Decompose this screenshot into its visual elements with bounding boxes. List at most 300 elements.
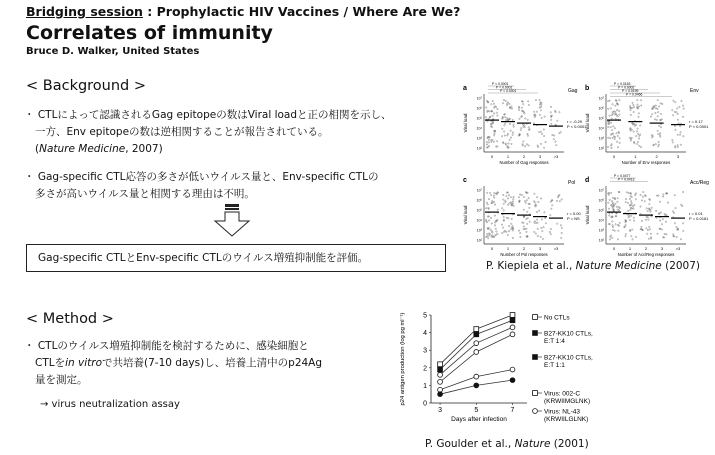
session-line: [26, 4, 460, 19]
scatter-point: [491, 141, 492, 142]
data-marker: [438, 392, 443, 397]
citation-year: , 2007): [125, 143, 163, 155]
legend-label: No CTLs: [544, 314, 570, 322]
scatter-point: [542, 238, 543, 239]
scatter-point: [657, 99, 658, 100]
scatter-point: [485, 208, 486, 209]
y-tick-label: 10⁶: [598, 106, 604, 111]
scatter-point: [495, 106, 496, 107]
bullet-text: ・ CTLのウイルス増殖抑制能を検討するために、感染細胞と: [24, 340, 309, 352]
scatter-point: [633, 220, 634, 221]
scatter-point: [487, 192, 488, 193]
scatter-point: [488, 207, 489, 208]
scatter-point: [522, 124, 523, 125]
scatter-point: [533, 123, 534, 124]
scatter-point: [518, 197, 519, 198]
scatter-point: [657, 112, 658, 113]
x-axis-label: Days after infection: [451, 416, 507, 423]
scatter-point: [648, 238, 649, 239]
scatter-point: [533, 111, 534, 112]
scatter-point: [617, 209, 618, 210]
scatter-point: [611, 118, 612, 119]
scatter-point: [683, 108, 684, 109]
panel-letter: b: [585, 85, 590, 92]
scatter-point: [619, 207, 620, 208]
scatter-point: [520, 232, 521, 233]
scatter-point: [486, 202, 487, 203]
scatter-point: [509, 123, 510, 124]
scatter-point: [633, 206, 634, 207]
scatter-point: [494, 215, 495, 216]
scatter-point: [552, 205, 553, 206]
scatter-point: [505, 123, 506, 124]
scatter-point: [660, 124, 661, 125]
scatter-point: [607, 100, 608, 101]
scatter-point: [609, 199, 610, 200]
data-marker: [510, 367, 515, 372]
p24-line-chart: [395, 305, 620, 435]
scatter-point: [503, 99, 504, 100]
scatter-point: [523, 141, 524, 142]
scatter-point: [619, 99, 620, 100]
data-marker: [474, 341, 479, 346]
scatter-point: [633, 106, 634, 107]
scatter-point: [493, 113, 494, 114]
method-bullet-1: [24, 338, 322, 389]
scatter-point: [518, 230, 519, 231]
scatter-point: [489, 145, 490, 146]
scatter-point: [524, 146, 525, 147]
scatter-point: [554, 110, 555, 111]
viral-load-scatter-panels: [460, 80, 709, 257]
scatter-point: [559, 201, 560, 202]
scatter-point: [611, 216, 612, 217]
text-pre: CTLを: [35, 357, 66, 369]
scatter-point: [538, 201, 539, 202]
scatter-point: [490, 217, 491, 218]
scatter-point: [489, 116, 490, 117]
scatter-x-label: Number of Pol responses: [500, 252, 548, 257]
scatter-point: [560, 132, 561, 133]
correlation-r: r = 0.01: [689, 211, 703, 216]
scatter-point: [610, 192, 611, 193]
scatter-point: [617, 116, 618, 117]
scatter-point: [640, 100, 641, 101]
legend-label-2: (KRWIIMGLNK): [544, 398, 591, 405]
scatter-point: [528, 203, 529, 204]
scatter-point: [525, 202, 526, 203]
bullet-text: [24, 355, 322, 372]
scatter-point: [609, 115, 610, 116]
scatter-point: [629, 220, 630, 221]
scatter-point: [541, 117, 542, 118]
scatter-point: [674, 125, 675, 126]
scatter-point: [609, 100, 610, 101]
scatter-point: [646, 228, 647, 229]
reference-goulder: [425, 438, 589, 450]
scatter-point: [615, 105, 616, 106]
scatter-point: [610, 235, 611, 236]
scatter-point: [557, 197, 558, 198]
scatter-point: [631, 205, 632, 206]
scatter-point: [611, 144, 612, 145]
y-tick-label: 10⁴: [598, 126, 604, 131]
scatter-point: [506, 105, 507, 106]
scatter-point: [619, 142, 620, 143]
scatter-point: [493, 141, 494, 142]
scatter-point: [674, 195, 675, 196]
scatter-point: [497, 108, 498, 109]
scatter-point: [635, 193, 636, 194]
scatter-point: [632, 229, 633, 230]
scatter-point: [527, 133, 528, 134]
scatter-point: [635, 236, 636, 237]
scatter-point: [630, 140, 631, 141]
scatter-point: [520, 236, 521, 237]
scatter-point: [639, 145, 640, 146]
scatter-point: [615, 203, 616, 204]
y-tick-label: 10⁷: [598, 188, 604, 193]
scatter-point: [529, 207, 530, 208]
scatter-point: [549, 231, 550, 232]
scatter-point: [486, 141, 487, 142]
scatter-point: [682, 105, 683, 106]
panel-letter: a: [463, 85, 467, 92]
y-tick-label: 3: [423, 347, 427, 355]
scatter-point: [494, 204, 495, 205]
scatter-point: [512, 134, 513, 135]
x-tick-label: 7: [510, 407, 515, 414]
scatter-point: [512, 230, 513, 231]
scatter-point: [631, 236, 632, 237]
x-tick-label: 2: [522, 154, 526, 159]
y-tick-label: 0: [423, 400, 427, 408]
scatter-point: [607, 146, 608, 147]
scatter-point: [544, 116, 545, 117]
correlation-p: P < 0.0001: [567, 124, 587, 129]
scatter-point: [497, 115, 498, 116]
legend-label: Virus: 002-C: [544, 390, 581, 398]
scatter-point: [550, 228, 551, 229]
scatter-point: [659, 201, 660, 202]
scatter-point: [502, 103, 503, 104]
scatter-point: [645, 219, 646, 220]
scatter-point: [638, 116, 639, 117]
y-tick-label: 10²: [476, 146, 482, 151]
scatter-point: [630, 114, 631, 115]
scatter-point: [511, 218, 512, 219]
x-tick-label: 3: [660, 246, 664, 251]
scatter-point: [503, 210, 504, 211]
scatter-point: [658, 146, 659, 147]
scatter-point: [682, 116, 683, 117]
conclusion-box: Gag-specific CTLとEnv-specific CTLのウイルス増殖抑制能を評価。: [26, 244, 446, 272]
scatter-point: [502, 227, 503, 228]
data-marker: [510, 318, 515, 323]
scatter-point: [633, 104, 634, 105]
bullet-text: ・ CTLによって認識されるGag epitopeの数はViral loadと正の相関を示し、: [24, 109, 392, 121]
scatter-point: [630, 109, 631, 110]
scatter-point: [523, 209, 524, 210]
scatter-point: [488, 111, 489, 112]
scatter-point: [496, 141, 497, 142]
scatter-point: [507, 135, 508, 136]
scatter-point: [557, 223, 558, 224]
scatter-point: [543, 135, 544, 136]
scatter-point: [658, 133, 659, 134]
scatter-point: [627, 210, 628, 211]
ref-authors: P. Goulder et al.,: [425, 438, 512, 450]
x-tick-label: >3: [675, 246, 681, 251]
data-marker: [533, 409, 538, 414]
scatter-point: [667, 202, 668, 203]
scatter-point: [492, 123, 493, 124]
data-marker: [533, 355, 538, 360]
y-tick-label: 10⁷: [476, 188, 482, 193]
scatter-point: [610, 122, 611, 123]
scatter-point: [524, 127, 525, 128]
scatter-point: [542, 230, 543, 231]
scatter-point: [488, 142, 489, 143]
scatter-point: [544, 212, 545, 213]
scatter-point: [609, 239, 610, 240]
ref-journal: Nature Medicine: [575, 260, 662, 272]
scatter-point: [556, 145, 557, 146]
scatter-point: [681, 204, 682, 205]
correlation-r: r = 0.00: [567, 211, 581, 216]
scatter-point: [616, 206, 617, 207]
scatter-point: [658, 125, 659, 126]
correlation-r: r = 0.17: [689, 119, 703, 124]
scatter-point: [537, 222, 538, 223]
scatter-point: [534, 231, 535, 232]
comparison-p: P = 0.0001: [496, 85, 513, 90]
scatter-point: [618, 230, 619, 231]
y-tick-label: 10⁵: [476, 116, 482, 121]
scatter-point: [656, 119, 657, 120]
scatter-point: [512, 203, 513, 204]
scatter-point: [518, 109, 519, 110]
scatter-point: [561, 232, 562, 233]
scatter-point: [618, 110, 619, 111]
y-tick-label: 10³: [598, 136, 604, 141]
scatter-point: [541, 219, 542, 220]
scatter-point: [487, 216, 488, 217]
scatter-point: [540, 106, 541, 107]
scatter-point: [636, 131, 637, 132]
scatter-point: [504, 125, 505, 126]
y-tick-label: 1: [423, 382, 427, 390]
scatter-point: [617, 147, 618, 148]
ref-year: (2001): [553, 438, 589, 450]
scatter-point: [513, 124, 514, 125]
scatter-point: [524, 200, 525, 201]
scatter-point: [561, 237, 562, 238]
scatter-point: [559, 133, 560, 134]
data-marker: [533, 331, 538, 336]
scatter-point: [554, 135, 555, 136]
scatter-point: [625, 201, 626, 202]
session-label: Bridging session: [26, 4, 143, 19]
scatter-point: [511, 108, 512, 109]
x-tick-label: 2: [655, 154, 658, 159]
scatter-point: [496, 234, 497, 235]
scatter-point: [611, 147, 612, 148]
scatter-point: [508, 225, 509, 226]
scatter-point: [672, 211, 673, 212]
scatter-point: [644, 201, 645, 202]
scatter-point: [659, 220, 660, 221]
scatter-point: [625, 233, 626, 234]
scatter-point: [662, 196, 663, 197]
scatter-point: [496, 112, 497, 113]
scatter-point: [507, 133, 508, 134]
scatter-point: [523, 196, 524, 197]
scatter-point: [682, 223, 683, 224]
x-tick-label: 1: [628, 246, 632, 251]
comparison-p: P = 0.0002: [618, 85, 635, 90]
x-tick-label: >3: [553, 154, 559, 159]
scatter-point: [641, 200, 642, 201]
scatter-point: [527, 223, 528, 224]
scatter-point: [679, 125, 680, 126]
scatter-point: [630, 138, 631, 139]
scatter-point: [664, 213, 665, 214]
scatter-point: [658, 141, 659, 142]
scatter-point: [628, 192, 629, 193]
scatter-point: [495, 222, 496, 223]
x-tick-label: 0: [612, 154, 616, 159]
scatter-point: [662, 218, 663, 219]
method-arrow-note: → virus neutralization assay: [40, 399, 180, 410]
correlation-p: P < 0.0001: [689, 124, 709, 129]
scatter-point: [683, 136, 684, 137]
scatter-point: [609, 138, 610, 139]
scatter-point: [492, 232, 493, 233]
scatter-point: [521, 107, 522, 108]
scatter-point: [672, 110, 673, 111]
scatter-point: [507, 103, 508, 104]
scatter-point: [508, 143, 509, 144]
scatter-point: [550, 214, 551, 215]
legend-label-2: E:T 1:1: [544, 362, 565, 369]
scatter-point: [505, 119, 506, 120]
scatter-point: [485, 219, 486, 220]
x-tick-label: 1: [506, 154, 510, 159]
scatter-point: [634, 194, 635, 195]
correlation-p: P = 0.0161: [689, 216, 709, 221]
scatter-point: [551, 119, 552, 120]
scatter-point: [619, 138, 620, 139]
data-marker: [474, 383, 479, 388]
scatter-point: [630, 209, 631, 210]
scatter-point: [614, 230, 615, 231]
scatter-point: [676, 236, 677, 237]
scatter-point: [545, 141, 546, 142]
scatter-point: [505, 117, 506, 118]
data-marker: [510, 332, 515, 337]
scatter-point: [507, 117, 508, 118]
text-post: で共培養(7-10 days)し、培養上清中のp24Ag: [102, 357, 323, 369]
x-tick-label: 3: [538, 246, 542, 251]
scatter-point: [625, 225, 626, 226]
scatter-x-label: Number of Gag responses: [499, 160, 549, 165]
scatter-point: [541, 227, 542, 228]
scatter-point: [541, 104, 542, 105]
scatter-point: [637, 143, 638, 144]
x-tick-label: 3: [676, 154, 680, 159]
scatter-point: [519, 194, 520, 195]
panel-antigen: Acc/Reg: [690, 180, 709, 186]
scatter-point: [506, 195, 507, 196]
scatter-point: [660, 103, 661, 104]
scatter-y-label: Viral load: [463, 113, 468, 133]
scatter-point: [637, 133, 638, 134]
scatter-point: [488, 238, 489, 239]
scatter-point: [511, 143, 512, 144]
scatter-point: [493, 201, 494, 202]
scatter-point: [672, 142, 673, 143]
scatter-point: [523, 226, 524, 227]
scatter-point: [661, 229, 662, 230]
y-axis-label: p24 antigen production (log pg ml⁻¹): [400, 312, 406, 406]
scatter-point: [681, 100, 682, 101]
scatter-point: [520, 129, 521, 130]
scatter-point: [680, 239, 681, 240]
scatter-point: [511, 229, 512, 230]
x-tick-label: 2: [522, 246, 526, 251]
scatter-point: [559, 112, 560, 113]
scatter-point: [641, 226, 642, 227]
scatter-point: [486, 107, 487, 108]
x-tick-label: 0: [612, 246, 616, 251]
scatter-point: [507, 234, 508, 235]
scatter-y-label: Viral load: [585, 113, 590, 133]
scatter-point: [658, 106, 659, 107]
y-tick-label: 10⁷: [476, 96, 482, 101]
scatter-point: [492, 200, 493, 201]
scatter-point: [528, 198, 529, 199]
scatter-point: [627, 202, 628, 203]
scatter-point: [673, 234, 674, 235]
scatter-y-label: Viral load: [585, 205, 590, 225]
scatter-point: [501, 136, 502, 137]
comparison-p: P = 0.0163: [614, 82, 631, 86]
scatter-point: [510, 197, 511, 198]
background-bullet-1: [24, 107, 392, 158]
scatter-point: [617, 198, 618, 199]
x-tick-label: 1: [634, 154, 637, 159]
scatter-point: [666, 234, 667, 235]
data-marker: [510, 313, 515, 318]
legend-label: Virus: NL-43: [544, 408, 581, 416]
scatter-point: [677, 119, 678, 120]
scatter-point: [619, 114, 620, 115]
scatter-point: [614, 128, 615, 129]
scatter-point: [488, 118, 489, 119]
scatter-y-label: Viral load: [463, 205, 468, 225]
scatter-point: [654, 119, 655, 120]
scatter-point: [508, 218, 509, 219]
correlation-r: r = -0.29: [567, 119, 583, 124]
scatter-point: [634, 143, 635, 144]
scatter-point: [502, 128, 503, 129]
background-heading: < Background >: [26, 78, 147, 94]
scatter-point: [497, 219, 498, 220]
page-title: Correlates of immunity: [26, 22, 273, 44]
scatter-point: [657, 108, 658, 109]
scatter-point: [519, 118, 520, 119]
